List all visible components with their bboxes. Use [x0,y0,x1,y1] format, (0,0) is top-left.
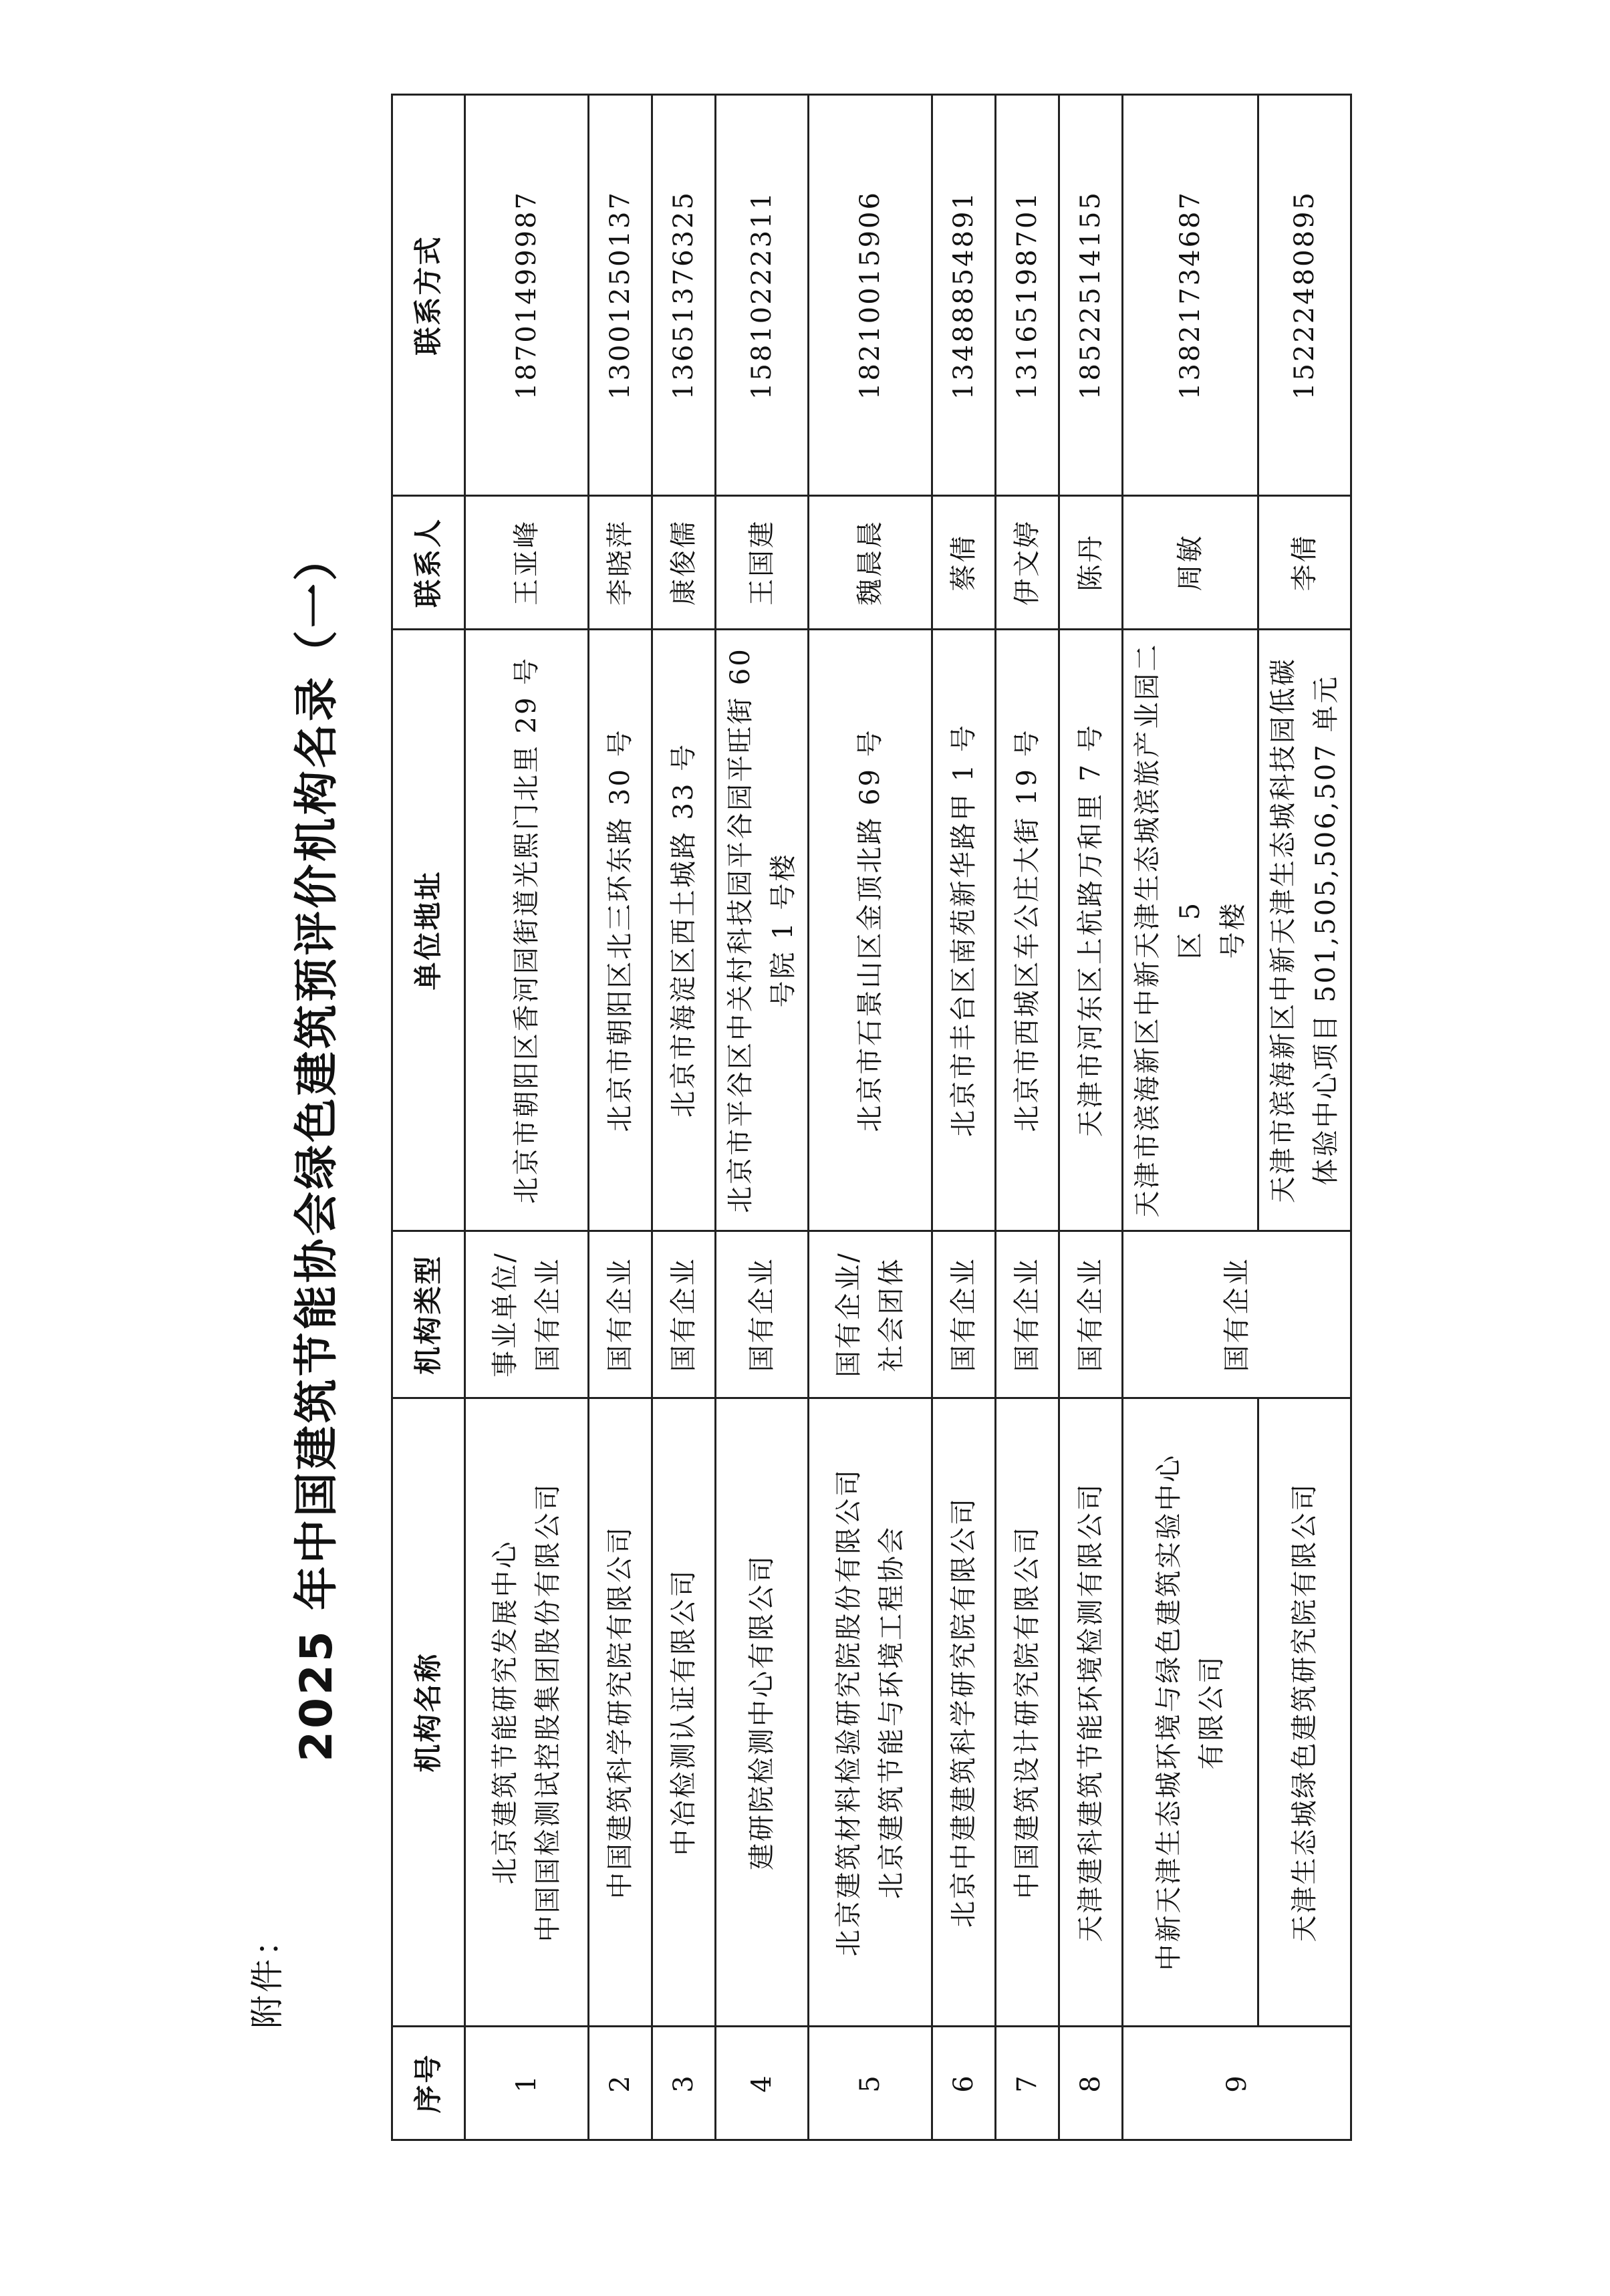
table-row [1258,95,1351,2140]
cell-contact: 王国建 [716,496,809,630]
header-seq: 序号 [392,2027,465,2140]
cell-seq: 1 [465,2027,589,2140]
name-line: 中国国检测试控股集团股份有限公司 [533,1482,563,1942]
cell-seq: 4 [716,2027,809,2140]
header-address: 单位地址 [392,630,465,1231]
cell-type: 国有企业 [589,1231,652,1398]
cell-seq: 3 [652,2027,716,2140]
name-line: 北京建筑节能研究发展中心 [490,1539,521,1885]
cell-contact: 陈丹 [1059,496,1123,630]
table-row [1123,95,1258,2140]
table-row [932,95,996,2140]
cell-phone: 18522514155 [1059,95,1123,496]
header-contact: 联系人 [392,496,465,630]
header-name: 机构名称 [392,1398,465,2027]
cell-seq: 8 [1059,2027,1123,2140]
type-line: 国有企业 [533,1257,563,1372]
address-line: 号楼 [1218,901,1248,959]
cell-phone: 13821734687 [1123,95,1258,496]
cell-phone: 13165198701 [996,95,1059,496]
cell-contact: 魏晨晨 [809,496,932,630]
cell-seq: 7 [996,2027,1059,2140]
table-row [652,95,716,2140]
cell-name: 天津生态城绿色建筑研究院有限公司 [1258,1398,1351,2027]
cell-name: 北京中建建筑科学研究院有限公司 [932,1398,996,2027]
address-line: 体验中心项目 501,505,506,507 单元 [1311,674,1341,1186]
cell-contact: 伊文婷 [996,496,1059,630]
type-line: 事业单位/ [490,1251,521,1378]
cell-address: 北京市朝阳区北三环东路 30 号 [589,630,652,1231]
cell-name: 中冶检测认证有限公司 [652,1398,716,2027]
address-line: 天津市滨海新区中新天津生态城滨旅产业园二区 5 [1132,642,1206,1218]
cell-address: 北京市朝阳区香河园街道光熙门北里 29 号 [465,630,589,1231]
cell-type [809,1231,932,1398]
cell-type: 国有企业 [932,1231,996,1398]
cell-address: 北京市石景山区金顶北路 69 号 [809,630,932,1231]
cell-type: 国有企业 [716,1231,809,1398]
cell-name: 天津建科建筑节能环境检测有限公司 [1059,1398,1123,2027]
cell-address: 北京市海淀区西土城路 33 号 [652,630,716,1231]
cell-name: 建研院检测中心有限公司 [716,1398,809,2027]
cell-address [1123,630,1258,1231]
name-line: 中新天津生态城环境与绿色建筑实验中心 [1154,1453,1184,1971]
address-line: 天津市滨海新区中新天津生态城科技园低碳 [1268,657,1299,1203]
table-row [716,95,809,2140]
cell-address: 天津市河东区上杭路万和里 7 号 [1059,630,1123,1231]
name-line: 北京建筑材料检验研究院股份有限公司 [833,1468,864,1956]
cell-phone: 13651376325 [652,95,716,496]
name-line: 有限公司 [1196,1654,1227,1770]
cell-phone: 18210015906 [809,95,932,496]
table-row [465,95,589,2140]
cell-contact: 李倩 [1258,496,1351,630]
cell-phone: 13488854891 [932,95,996,496]
cell-contact: 王亚峰 [465,496,589,630]
address-line: 号院 1 号楼 [768,852,799,1008]
cell-contact: 周敏 [1123,496,1258,630]
cell-phone: 18701499987 [465,95,589,496]
cell-type: 国有企业 [1123,1231,1351,1398]
cell-seq: 9 [1123,2027,1351,2140]
address-line: 北京市平谷区中关村科技园平谷园平旺街 60 [725,647,756,1213]
institution-table [391,94,1352,2141]
cell-seq: 5 [809,2027,932,2140]
cell-seq: 2 [589,2027,652,2140]
cell-phone: 15810222311 [716,95,809,496]
cell-type: 国有企业 [1059,1231,1123,1398]
cell-contact: 蔡倩 [932,496,996,630]
table-row [809,95,932,2140]
cell-name [809,1398,932,2027]
cell-name: 中国建筑设计研究院有限公司 [996,1398,1059,2027]
table-row [589,95,652,2140]
cell-type [465,1231,589,1398]
cell-contact: 康俊儒 [652,496,716,630]
cell-contact: 李晓萍 [589,496,652,630]
cell-address [1258,630,1351,1231]
attachment-label: 附件： [248,1920,287,2029]
cell-seq: 6 [932,2027,996,2140]
cell-type: 国有企业 [652,1231,716,1398]
cell-address: 北京市西城区车公庄大街 19 号 [996,630,1059,1231]
type-line: 社会团体 [876,1257,907,1372]
cell-name [465,1398,589,2027]
table-row [996,95,1059,2140]
document-title: 2025 年中国建筑节能协会绿色建筑预评价机构名录（一） [291,534,342,1762]
header-type: 机构类型 [392,1231,465,1398]
type-line: 国有企业/ [833,1251,864,1378]
cell-name: 中国建筑科学研究院有限公司 [589,1398,652,2027]
cell-type: 国有企业 [996,1231,1059,1398]
cell-phone: 15222480895 [1258,95,1351,496]
cell-address: 北京市丰台区南苑新华路甲 1 号 [932,630,996,1231]
cell-name [1123,1398,1258,2027]
cell-phone: 13001250137 [589,95,652,496]
table-row [1059,95,1123,2140]
table-header-row [392,95,465,2140]
header-phone: 联系方式 [392,95,465,496]
name-line: 北京建筑节能与环境工程协会 [876,1525,907,1899]
cell-address [716,630,809,1231]
